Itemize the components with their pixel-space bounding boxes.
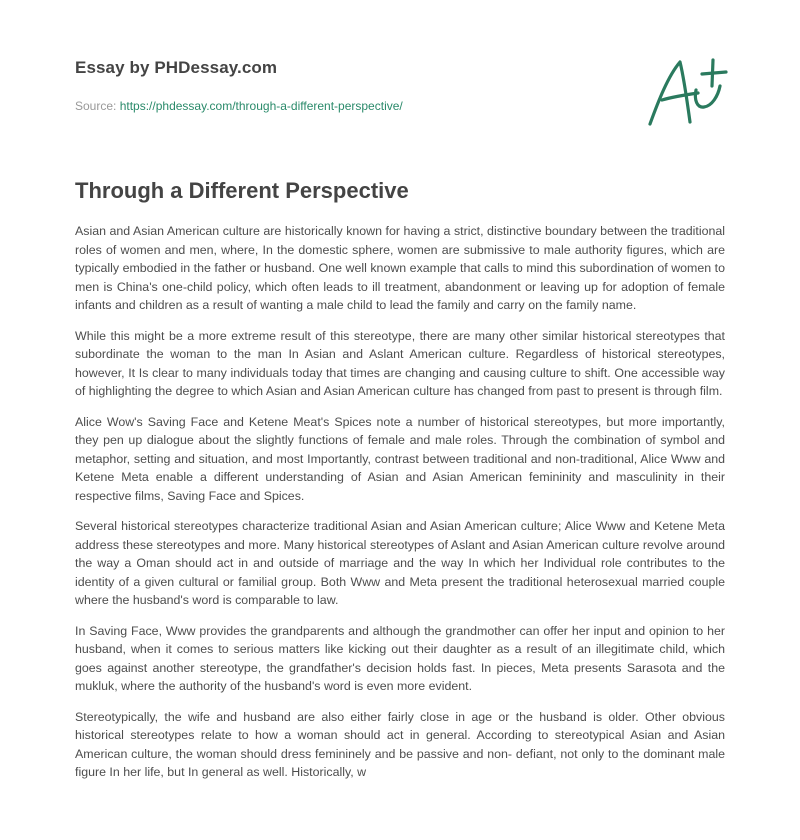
a-plus-logo-icon — [640, 52, 730, 130]
paragraph: Asian and Asian American culture are historically known for having a strict, distinctive boundary between the traditional roles of women and men, where, In the domestic sphere, women are submissive to male authority figures, which are typically embodied in the father or husband. One well known example that calls to mind this subordination of women to men is China's one-child policy, which often leads to ill treatment, abandonment or leaving up for adoption of female infants and children as a result of wanting a male child to lead the family and carry on the family name. — [75, 224, 725, 312]
essay-body — [75, 222, 725, 794]
source-label: Source: — [75, 99, 120, 113]
document-header — [75, 58, 635, 113]
source-link[interactable]: https://phdessay.com/through-a-different-perspective/ — [119, 99, 403, 113]
paragraph: Several historical stereotypes characterize traditional Asian and Asian American culture; Alice Www and Ketene Meta address these stereotypes and more. Many historical stereotypes of Aslant and Asian American culture revolve around the way a Oman should act in and outside of marriage and the way In which her Individual role contributes to the identity of a given cultural or familial group. Both Www and Meta present the traditional heterosexual married couple where the husband's word is comparable to law. — [75, 519, 725, 607]
essay-title: Through a Different Perspective — [75, 178, 409, 203]
source-line — [75, 99, 635, 113]
paragraph: While this might be a more extreme result of this stereotype, there are many other similar historical stereotypes that subordinate the woman to the man In Asian and Aslant American culture. Regardless of historical stereotypes, however, It Is clear to many individuals today that times are changing and causing culture to shift. One accessible way of highlighting the degree to which Asian and Asian American culture has changed from past to present is through film. — [75, 328, 725, 398]
paragraph: In Saving Face, Www provides the grandparents and although the grandmother can offer her input and opinion to her husband, when it comes to serious matters like kicking out their daughter as a result of an illegitimate child, which goes against another stereotype, the grandfather's decision holds fast. In pieces, Meta presents Sarasota and the mukluk, where the authority of the husband's word is even more evident. — [75, 623, 725, 693]
paragraph: Stereotypically, the wife and husband are also either fairly close in age or the husband is older. Other obvious historical stereotypes relate to how a woman should act in general. According to stereotypical Asian and Asian American culture, the woman should dress femininely and be passive and non- defiant, not only to the dominant male figure In her life, but In general as well. Historically, w — [75, 709, 725, 779]
paragraph: Alice Wow's Saving Face and Ketene Meat's Spices note a number of historical stereotypes, but more importantly, they pen up dialogue about the slightly functions of female and male roles. Through the combination of symbol and metaphor, setting and situation, and most Importantly, contrast between traditional and non-traditional, Alice Www and Ketene Meta enable a different understanding of Asian and Asian American femininity and masculinity in their respective films, Saving Face and Spices. — [75, 414, 725, 503]
brand-title: Essay by PHDessay.com — [75, 58, 278, 77]
